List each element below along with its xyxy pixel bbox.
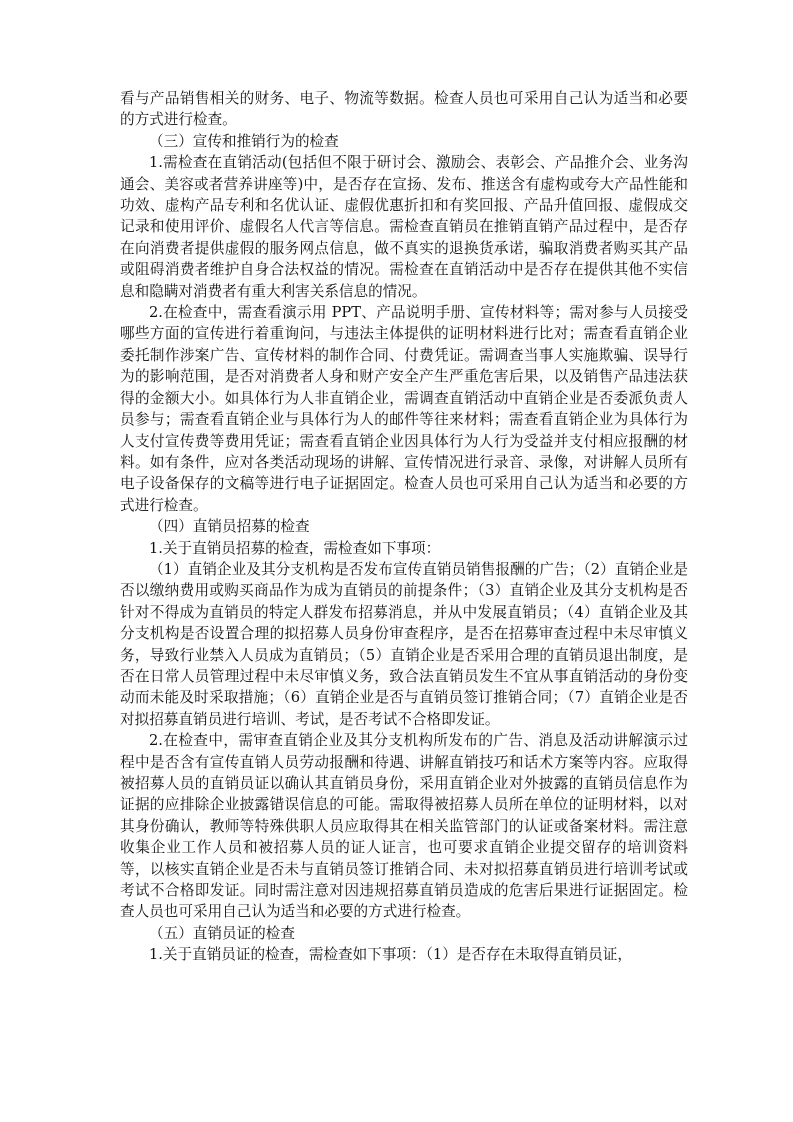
section-heading: （三）宣传和推销行为的检查 — [149, 132, 339, 150]
paragraph: 2.在检查中，需审查直销企业及其分支机构所发布的广告、消息及活动讲解演示过程中是否含有宣传直销人员劳动报酬和待遇、讲解直销技巧和话术方案等内容。应取得被招募人员的直销员证以确认其直销员身份，采用直销企业对外披露的直销员信息作为证据的应排除企业披露错误信息的可能。需取得被招募人员所在单位的证明材料，以对其身份确认，教师等特殊供职人员应取得其在相关监管部门的认证或备案材料。需注意收集企业工作人员和被招募人员的证人证言，也可要求直销企业提交留存的培训资料等，以核实直销企业是否未与直销员签订推销合同、未对拟招募直销员进行培训考试或考试不合格即发证。同时需注意对因违规招募直销员造成的危害后果进行证据固定。检查人员也可采用自己认为适当和必要的方式进行检查。 — [120, 732, 688, 921]
paragraph: 1.需检查在直销活动(包括但不限于研讨会、激励会、表彰会、产品推介会、业务沟通会、美容或者营养讲座等)中，是否存在宣扬、发布、推送含有虚构或夸大产品性能和功效、虚构产品专利和名优认证、虚假优惠折扣和有奖回报、产品升值回报、虚假成交记录和使用评价、虚假名人代言等信息。需检查直销员在推销直销产品过程中，是否存在向消费者提供虚假的服务网点信息，做不真实的退换货承诺，骗取消费者购买其产品或阻碍消费者维护自身合法权益的情况。需检查在直销活动中是否存在提供其他不实信息和隐瞒对消费者有重大利害关系信息的情况。 — [120, 154, 688, 300]
paragraph: 1.关于直销员招募的检查，需检查如下事项： — [149, 539, 441, 557]
paragraph: 1.关于直销员证的检查，需检查如下事项：（1）是否存在未取得直销员证， — [149, 946, 632, 964]
paragraph: 2.在检查中，需查看演示用 PPT、产品说明手册、宣传材料等；需对参与人员接受哪些方面的宣传进行着重询问，与违法主体提供的证明材料进行比对；需查看直销企业委托制作涉案广告、宣传材料的制作合同、付费凭证。需调查当事人实施欺骗、误导行为的影响范围，是否对消费者人身和财产安全产生严重危害后果，以及销售产品违法获得的金额大小。如具体行为人非直销企业，需调查直销活动中直销企业是否委派负责人员参与；需查看直销企业与具体行为人的邮件等往来材料；需查看直销企业为具体行为人支付宣传费等费用凭证；需查看直销企业因具体行为人行为受益并支付相应报酬的材料。如有条件，应对各类活动现场的讲解、宣传情况进行录音、录像，对讲解人员所有电子设备保存的文稿等进行电子证据固定。检查人员也可采用自己认为适当和必要的方式进行检查。 — [120, 304, 688, 514]
section-heading: （四）直销员招募的检查 — [149, 518, 310, 536]
document-page — [120, 88, 688, 966]
section-heading: （五）直销员证的检查 — [149, 924, 295, 942]
paragraph: （1）直销企业及其分支机构是否发布宣传直销员销售报酬的广告；（2）直销企业是否以缴纳费用或购买商品作为成为直销员的前提条件；（3）直销企业及其分支机构是否针对不得成为直销员的特定人群发布招募消息，并从中发展直销员；（4）直销企业及其分支机构是否设置合理的拟招募人员身份审查程序，是否在招募审查过程中未尽审慎义务，导致行业禁入人员成为直销员；（5）直销企业是否采用合理的直销员退出制度，是否在日常人员管理过程中未尽审慎义务，致合法直销员发生不宜从事直销活动的身份变动而未能及时采取措施；（6）直销企业是否与直销员签订推销合同；（7）直销企业是否对拟招募直销员进行培训、考试，是否考试不合格即发证。 — [120, 560, 688, 728]
paragraph: 看与产品销售相关的财务、电子、物流等数据。检查人员也可采用自己认为适当和必要的方式进行检查。 — [120, 90, 688, 129]
